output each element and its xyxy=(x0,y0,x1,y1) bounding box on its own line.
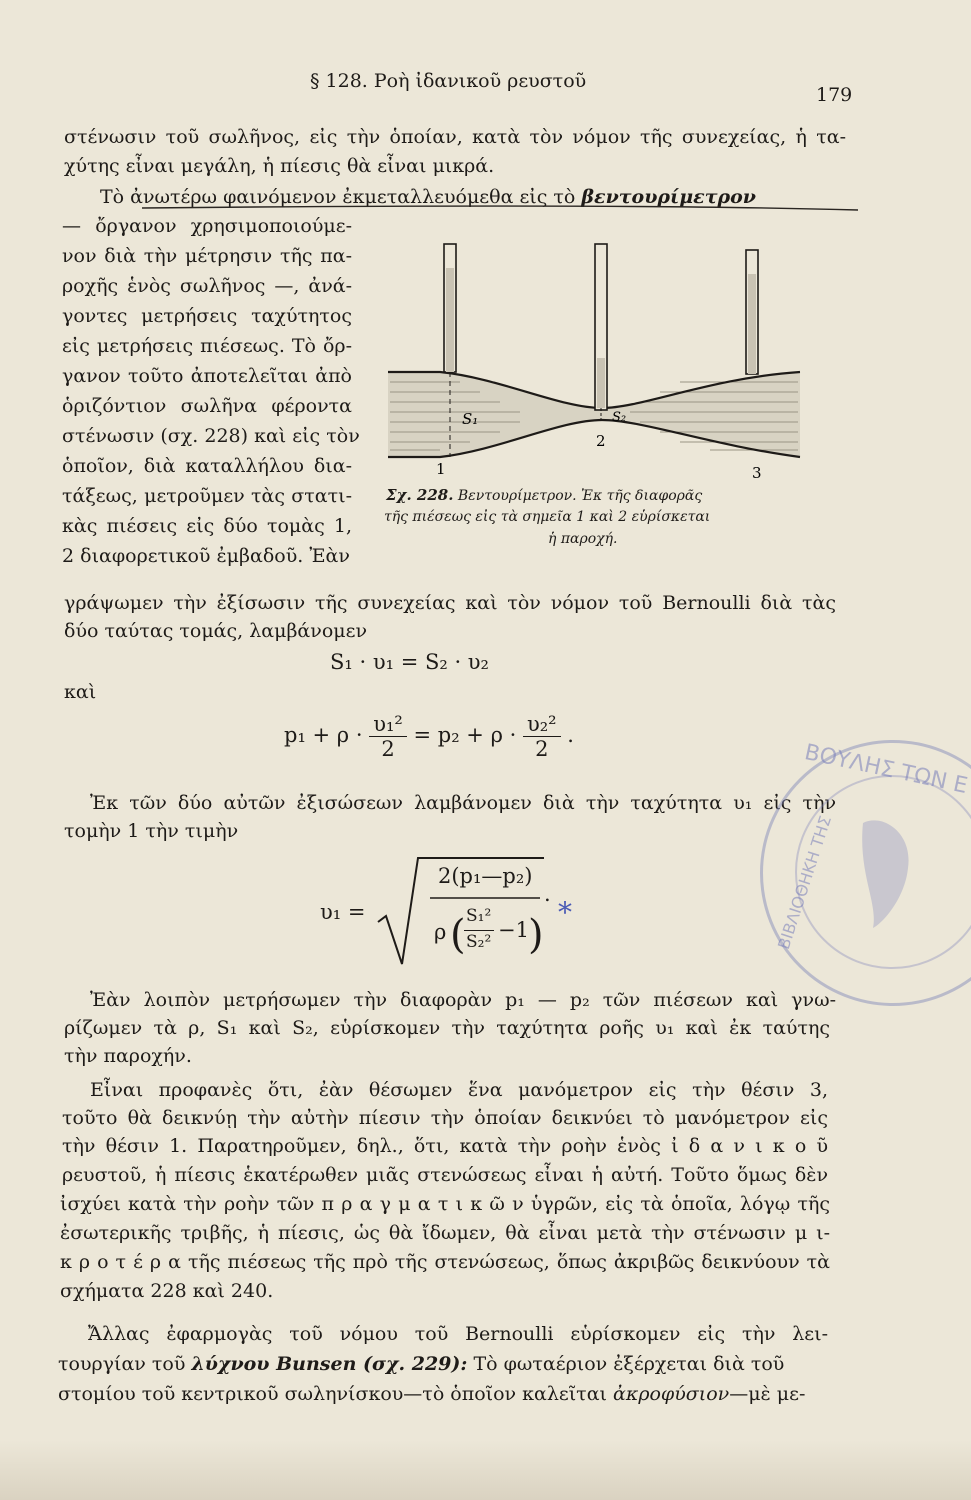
text-line: ὁποῖον, διὰ καταλλήλου δια- xyxy=(62,455,352,477)
pen-annotation: * xyxy=(558,896,572,929)
figure-number: Σχ. 228. xyxy=(386,486,454,504)
text-span: Τὸ φωταέριον ἐξέρχεται διὰ τοῦ xyxy=(473,1353,785,1375)
denominator: 2 xyxy=(381,737,395,761)
text-line: στένωσιν (σχ. 228) καὶ εἰς τὸν xyxy=(62,425,360,447)
text-line: τάξεως, μετροῦμεν τὰς στατι- xyxy=(62,485,352,507)
eq-minus-one: −1 xyxy=(498,918,529,942)
text-line: Ἄλλας ἐφαρμογὰς τοῦ νόμου τοῦ Bernoulli εὑρίσκομεν εἰς τὴν λει- xyxy=(88,1323,828,1345)
text-line: σχήματα 228 καὶ 240. xyxy=(60,1280,274,1302)
eq-s1: S₁² xyxy=(466,906,492,926)
bernoulli-equation xyxy=(284,712,574,761)
text-line xyxy=(58,1350,784,1378)
text-line: καὶ xyxy=(64,681,97,703)
venturimeter-figure xyxy=(380,240,810,490)
text-line: κὰς πιέσεις εἰς δύο τομὰς 1, xyxy=(62,515,352,537)
eq-rho: ρ xyxy=(434,920,447,944)
text-line: κ ρ ο τ έ ρ α τῆς πιέσεως τῆς πρὸ τῆς στενώσεως, ὅπως ἀκριβῶς δεικνύουν τὰ xyxy=(60,1251,830,1273)
text-line: τὴν παροχήν. xyxy=(64,1045,192,1067)
term-venturimeter: βεντουρίμετρον xyxy=(581,186,756,208)
text-span: στομίου τοῦ κεντρικοῦ σωληνίσκου—τὸ ὁποῖον καλεῖται xyxy=(58,1383,607,1405)
term-nozzle: ἀκροφύσιον xyxy=(613,1383,730,1405)
eq-numerator: 2(p₁—p₂) xyxy=(438,864,533,888)
text-line: χύτης εἶναι μεγάλη, ἡ πίεσις θὰ εἶναι μικρά. xyxy=(64,155,495,177)
text-line: γράψωμεν τὴν ἐξίσωσιν τῆς συνεχείας καὶ τὸν νόμον τοῦ Bernoulli διὰ τὰς xyxy=(64,592,836,614)
text-line: ἰσχύει κατὰ τὴν ροὴν τῶν π ρ α γ μ α τ ι κ ῶ ν ὑγρῶν, εἰς τὰ ὁποῖα, λόγῳ τῆς xyxy=(60,1193,830,1215)
text-line: τοῦτο θὰ δεικνύῃ τὴν αὐτὴν πίεσιν τὴν ὁποίαν δεικνύει τὸ μανόμετρον εἰς xyxy=(62,1107,828,1129)
fraction xyxy=(523,712,561,761)
figure-caption-line xyxy=(386,484,702,507)
right-paren: ) xyxy=(528,912,544,958)
figure-caption-line: ἡ παροχή. xyxy=(548,531,618,547)
caption-text: Βεντουρίμετρον. Ἐκ τῆς διαφορᾶς xyxy=(457,488,703,504)
label-s1: S₁ xyxy=(462,410,479,428)
text-line: γανον τοῦτο ἀποτελεῖται ἀπὸ xyxy=(62,365,352,387)
text-line: ροχῆς ἑνὸς σωλῆνος —, ἀνά- xyxy=(62,275,352,297)
eq-lhs: υ₁ = xyxy=(320,900,366,924)
eq-period: . xyxy=(544,882,551,906)
left-paren: ( xyxy=(450,912,466,958)
text-line: ρευστοῦ, ἡ πίεσις ἑκατέρωθεν μιᾶς στενώσεως εἶναι ἡ αὐτή. Τοῦτο ὅμως δὲν xyxy=(62,1164,828,1186)
label-section-3: 3 xyxy=(752,464,762,482)
text-line: Ἐὰν λοιπὸν μετρήσωμεν τὴν διαφορὰν p₁ — p₂ τῶν πιέσεων καὶ γνω- xyxy=(90,989,836,1011)
stamp-text: ΒΙΒΛΙΟΘΗΚΗ ΤΗΣ xyxy=(774,813,836,952)
eq-term: . xyxy=(567,723,574,747)
fraction xyxy=(369,712,407,761)
frac-line xyxy=(464,930,494,931)
text-span: —μὲ με- xyxy=(729,1383,806,1405)
text-line: τομὴν 1 τὴν τιμὴν xyxy=(64,820,239,842)
text-line: — ὄργανον χρησιμοποιούμε- xyxy=(62,215,352,237)
text-line: Εἶναι προφανὲς ὅτι, ἐὰν θέσωμεν ἕνα μανόμετρον εἰς τὴν θέσιν 3, xyxy=(90,1079,828,1101)
text-span: Τὸ ἀνωτέρω φαινόμενον ἐκμεταλλευόμεθα εἰς τὸ xyxy=(100,186,576,208)
stamp-text: ΒΟΥΛΗΣ ΤΩΝ Ε xyxy=(802,740,970,799)
text-line: τὴν θέσιν 1. Παρατηροῦμεν, δηλ., ὅτι, κατὰ τὴν ροὴν ἑνὸς ἰ δ α ν ι κ ο ῦ xyxy=(62,1135,828,1157)
numerator: υ₁² xyxy=(369,712,407,737)
continuity-equation: S₁ · υ₁ = S₂ · υ₂ xyxy=(330,650,489,674)
eq-term: p₁ + ρ · xyxy=(284,723,363,747)
numerator: υ₂² xyxy=(523,712,561,737)
text-line: γοντες μετρήσεις ταχύτητος xyxy=(62,305,352,327)
text-line: εἰς μετρήσεις πιέσεως. Τὸ ὄρ- xyxy=(62,335,352,357)
library-stamp xyxy=(760,740,971,1006)
text-line xyxy=(58,1380,805,1408)
page-number: 179 xyxy=(816,84,853,106)
text-line: νον διὰ τὴν μέτρησιν τῆς πα- xyxy=(62,245,352,267)
text-line: ἐσωτερικῆς τριβῆς, ἡ πίεσις, ὡς θὰ ἴδωμεν, θὰ εἶναι μετὰ τὴν στένωσιν μ ι- xyxy=(60,1222,830,1244)
text-span: τουργίαν τοῦ xyxy=(58,1353,186,1375)
text-line: ρίζωμεν τὰ ρ, S₁ καὶ S₂, εὑρίσκομεν τὴν ταχύτητα ροῆς υ₁ καὶ ἐκ ταύτης xyxy=(64,1017,830,1039)
label-section-2: 2 xyxy=(596,432,606,450)
figure-caption-line: τῆς πιέσεως εἰς τὰ σημεῖα 1 καὶ 2 εὑρίσκεται xyxy=(384,509,711,525)
text-line: ὁριζόντιον σωλῆνα φέροντα xyxy=(62,395,352,417)
label-s2: S₂ xyxy=(612,410,627,425)
text-line: στένωσιν τοῦ σωλῆνος, εἰς τὴν ὁποίαν, κατὰ τὸν νόμον τῆς συνεχείας, ἡ τα- xyxy=(64,126,846,148)
term-bunsen: λύχνου Bunsen (σχ. 229): xyxy=(191,1353,468,1375)
velocity-equation xyxy=(300,852,600,972)
eq-term: = p₂ + ρ · xyxy=(413,723,517,747)
text-line: δύο ταύτας τομάς, λαμβάνομεν xyxy=(64,620,367,642)
page-header xyxy=(0,70,971,106)
eq-s2: S₂² xyxy=(466,932,492,952)
section-title: § 128. Ροὴ ἰδανικοῦ ρευστοῦ xyxy=(310,70,587,92)
label-section-1: 1 xyxy=(436,460,446,478)
text-line: Ἐκ τῶν δύο αὐτῶν ἐξισώσεων λαμβάνομεν διὰ τὴν ταχύτητα υ₁ εἰς τὴν xyxy=(90,792,836,814)
page-shadow xyxy=(0,1440,971,1500)
owl-emblem xyxy=(843,813,933,933)
denominator: 2 xyxy=(535,737,549,761)
text-line: 2 διαφορετικοῦ ἐμβαδοῦ. Ἐὰν xyxy=(62,545,350,567)
